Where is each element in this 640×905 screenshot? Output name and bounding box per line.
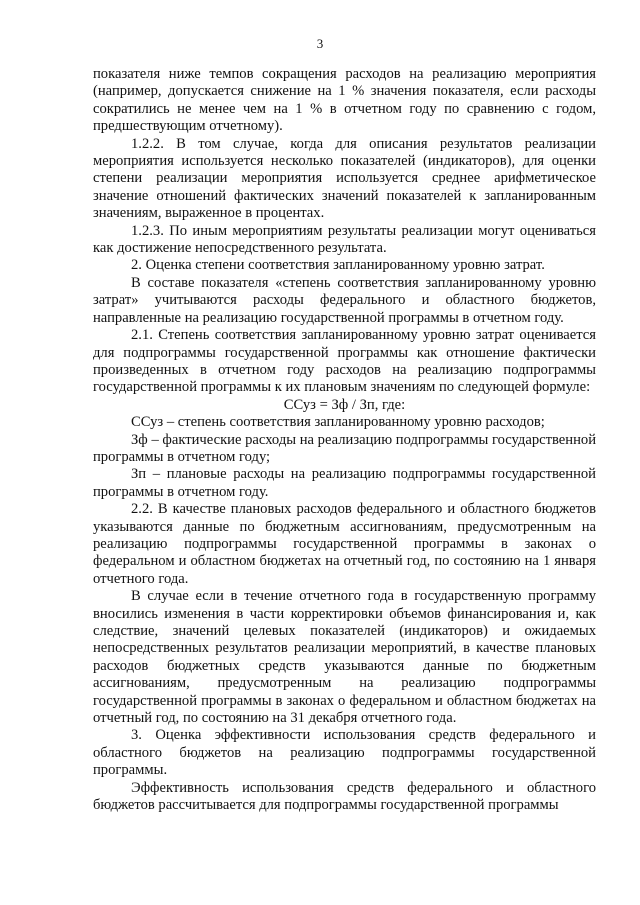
paragraph-2-1: 2.1. Степень соответствия запланированному уровню затрат оценивается для подпрограммы государственной программы как отношение фактически произведенных в отчетном году расходов на реализацию подпрограммы государственной программы к их плановым значениям по следующей формуле: xyxy=(93,327,596,396)
paragraph-1-2-3: 1.2.3. По иным мероприятиям результаты реализации могут оцениваться как достижение непосредственного результата. xyxy=(93,222,596,257)
page-number: 3 xyxy=(316,36,324,51)
paragraph-budget-composition: В составе показателя «степень соответствия запланированному уровню затрат» учитываются расходы федерального и областного бюджетов, направленные на реализацию государственной программы в отчетном году. xyxy=(93,274,596,326)
paragraph-efficiency: Эффективность использования средств федерального и областного бюджетов рассчитывается для подпрограммы государственной программы xyxy=(93,779,596,814)
section-heading-2: 2. Оценка степени соответствия запланированному уровню затрат. xyxy=(131,257,545,274)
section-heading-3: 3. Оценка эффективности использования средств федерального и областного бюджетов на реализацию подпрограммы государственной программы. xyxy=(93,727,596,779)
document-body xyxy=(93,66,596,814)
paragraph-program-changes: В случае если в течение отчетного года в государственную программу вносились изменения в части корректировки объемов финансирования и, как следствие, значений целевых показателей (индикаторов) и ожидаемых непосредственных результатов реализации мероприятий, в качестве плановых расходов бюджетных средств указываются данные по бюджетным ассигнованиям, предусмотренным на реализацию подпрограммы государственной программы в законах о федеральном и областном бюджетах на отчетный год, по состоянию на 31 декабря отчетного года. xyxy=(93,588,596,727)
paragraph-continuation: показателя ниже темпов сокращения расходов на реализацию мероприятия (например, допускается снижение на 1 % значения показателя, если расходы сократились не менее чем на 1 % в отчетном году по сравнению с годом, предшествующим отчетному). xyxy=(93,66,596,135)
formula-definition-zf: Зф – фактические расходы на реализацию подпрограммы государственной программы в отчетном году; xyxy=(93,431,596,465)
formula-definition-zp: Зп – плановые расходы на реализацию подпрограммы государственной программы в отчетном году. xyxy=(93,466,596,500)
paragraph-2-2: 2.2. В качестве плановых расходов федерального и областного бюджетов указываются данные по бюджетным ассигнованиям, предусмотренным на реализацию подпрограммы государственной программы в законах о федеральном и областном бюджетах на отчетный год, по состоянию на 1 января отчетного года. xyxy=(93,501,596,587)
formula: ССуз = Зф / Зп, где: xyxy=(283,396,406,413)
paragraph-1-2-2: 1.2.2. В том случае, когда для описания результатов реализации мероприятия используется несколько показателей (индикаторов), для оценки степени реализации мероприятия используется среднее арифметическое значение отношений фактических значений показателей к запланированным значениям, выраженное в процентах. xyxy=(93,135,596,222)
formula-definition-ssuz: ССуз – степень соответствия запланированному уровню расходов; xyxy=(131,414,545,431)
